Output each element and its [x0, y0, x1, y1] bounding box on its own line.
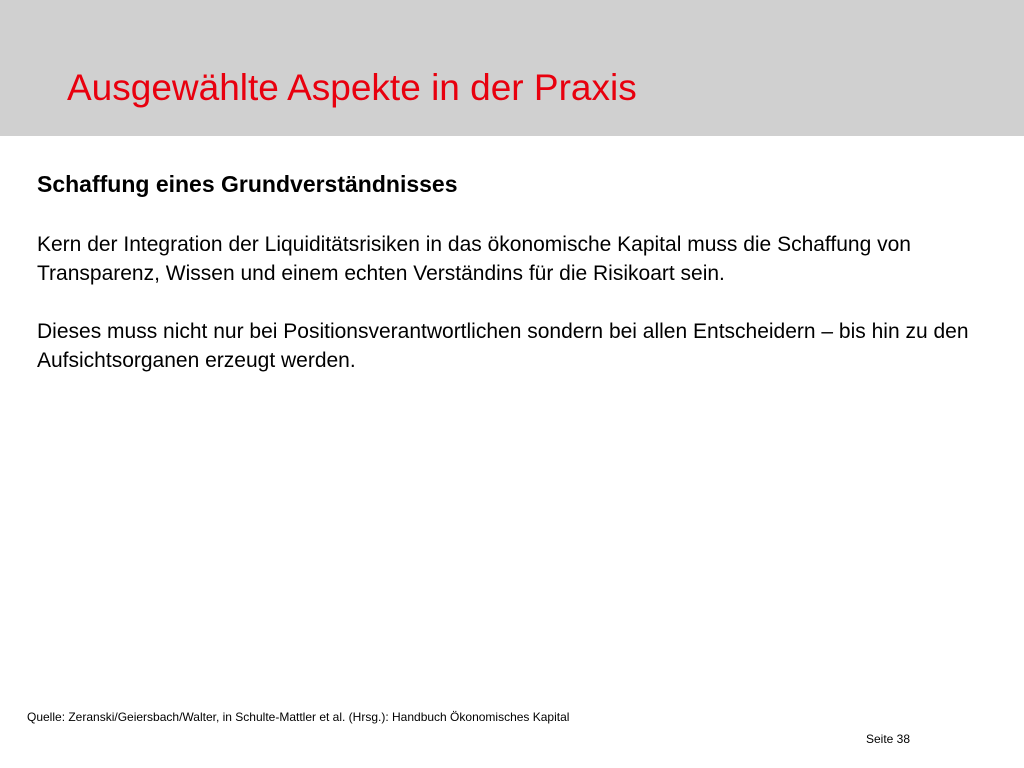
body-paragraph-1: Kern der Integration der Liquiditätsrisiken in das ökonomische Kapital muss die Schaffung von Transparenz, Wissen und einem echten Verständins für die Risikoart sein. — [37, 233, 911, 285]
page-number: Seite 38 — [866, 732, 911, 746]
slide-title: Ausgewählte Aspekte in der Praxis — [67, 67, 637, 108]
section-heading: Schaffung eines Grundverständnisses — [37, 171, 458, 197]
slide-content — [37, 168, 987, 375]
source-note: Quelle: Zeranski/Geiersbach/Walter, in Schulte-Mattler et al. (Hrsg.): Handbuch Ökonomisches Kapital — [27, 710, 570, 724]
body-paragraph-2: Dieses muss nicht nur bei Positionsverantwortlichen sondern bei allen Entscheidern – bis hin zu den Aufsichtsorganen erzeugt werden. — [37, 320, 969, 372]
